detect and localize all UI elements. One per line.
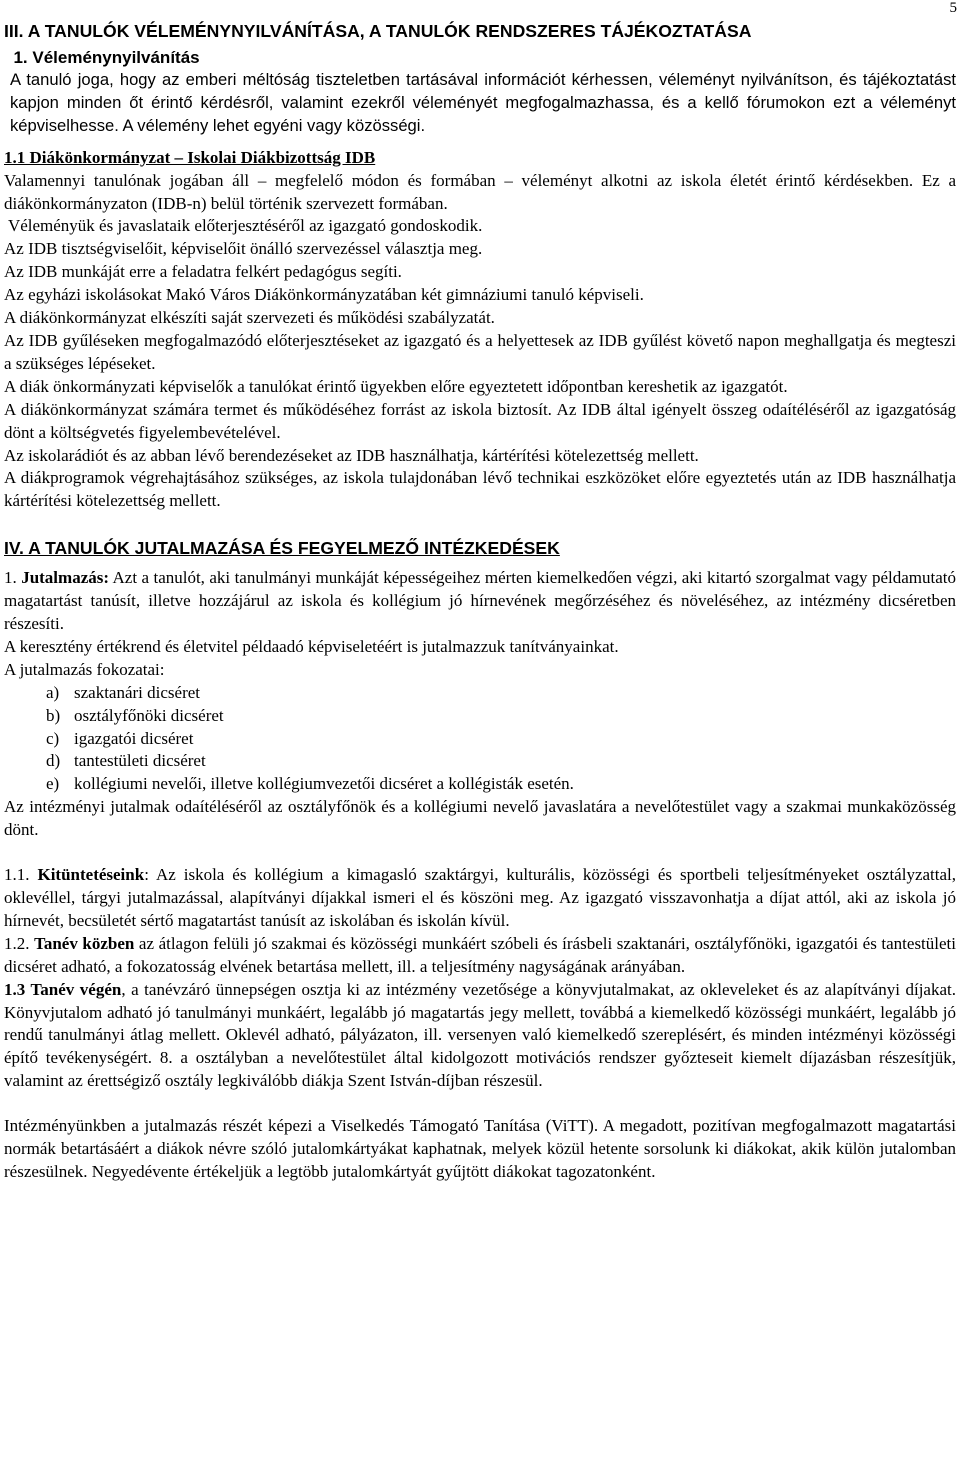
vitt-paragraph: Intézményünkben a jutalmazás részét képezi a Viselkedés Támogató Tanítása (ViTT). A megadott, pozitívan megfogalmazott magatartási normák betartásáért a diákok névre szóló jutalomkártyákat kaphatnak, melyek közül hetente sorsolunk ki diákokat, akik külön jutalomban részesülnek. Negyedévente értékeljük a legtöbb jutalomkártyát gyűjtött diákokat tagozatonként. [4,1116,956,1181]
reward-text: Azt a tanulót, aki tanulmányi munkáját képességeihez mérten kiemelkedően végzi, aki kitartó szorgalmat vagy példamutató magatartást tanúsít, illetve hozzájárul az iskola és kollégium jó hírnevének megőrzéséhez és növeléséhez, az intézmény dicséretben részesíti. [4,568,956,634]
reward-levels-list [4,682,956,797]
idb-paragraph: Az iskolarádiót és az abban lévő berendezéseket az IDB használhatja, kártérítési kötelezettség mellett. [4,445,699,465]
idb-paragraph: A diákprogramok végrehajtásához szükséges, az iskola tulajdonában lévő technikai eszközöket előre egyeztetés után az IDB használhatja kártérítési kötelezettség mellett. [4,468,956,511]
idb-heading [4,147,956,170]
list-marker: c) [46,728,60,748]
during-year-text: az átlagon felüli jó szakmai és közösségi munkáért szóbeli és írásbeli szaktanári, osztályfőnöki, igazgatói és tantestületi dicséret adható, a fokozatosság elvének betartása mellett, ill. a teljesítmény nagyságának arányában. [4,933,956,976]
list-item-text: tantestületi dicséret [74,751,206,771]
honors-text: : Az iskola és kollégium a kimagasló szaktárgyi, kulturális, közösségi és sportbeli teljesítményeket osztályzattal, oklevéllel, tárgyi jutalmazással, alapítványi díjakkal ismeri el és köszöni meg. Az igazgató visszavonhatja a díjat attól, aki az iskola jó hírnevét, becsületét sértő magatartást tanúsít az iskolában és iskolán kívül. [4,865,956,930]
honors-paragraph [4,864,956,933]
list-item [46,750,956,773]
list-item-text: igazgatói dicséret [74,728,194,748]
reward-number: 1. [4,568,22,588]
year-end-paragraph [4,979,956,1094]
page-number: 5 [949,0,957,16]
list-item [46,705,956,728]
during-year-label: Tanév közben [34,933,135,953]
levels-intro: A jutalmazás fokozatai: [4,659,165,679]
idb-paragraph: A diákönkormányzat számára termet és működéséhez forrást az iskola biztosít. Az IDB által igényelt összeg odaítéléséről az igazgatóság dönt a költségvetés figyelembevételével. [4,399,956,442]
values-paragraph: A keresztény értékrend és életvitel példaadó képviseletéért is jutalmazzuk tanítványainkat. [4,636,619,656]
section-4-title: IV. A TANULÓK JUTALMAZÁSA ÉS FEGYELMEZŐ INTÉZKEDÉSEK [4,538,560,559]
idb-paragraph: Az IDB tisztségviselőit, képviselőit önálló szervezéssel választja meg. [4,239,483,259]
honors-number: 1.1. [4,865,38,885]
list-marker: e) [46,774,60,794]
list-item [46,728,956,751]
idb-paragraph: Az IDB gyűléseken megfogalmazódó előterjesztéseket az igazgató és a helyettesek az IDB gyűlést követő napon meghallgatja és megteszi a szükséges lépéseket. [4,330,956,373]
reward-label: Jutalmazás: [21,568,110,588]
idb-paragraphs [4,170,956,514]
idb-paragraph: A diák önkormányzati képviselők a tanulókat érintő ügyekben előre egyeztetett időpontban kereshetik az igazgatót. [4,376,788,396]
list-item [46,682,956,705]
list-item-text: szaktanári dicséret [74,682,201,702]
idb-paragraph: Véleményük és javaslataik előterjesztéséről az igazgató gondoskodik. [4,216,483,236]
during-year-number: 1.2. [4,933,35,953]
year-end-text: , a tanévzáró ünnepségen osztja ki az intézmény vezetősége a könyvjutalmakat, az okleveleket és az alapítványi díjakat. Könyvjutalom adható jó tanulmányi munkáért, legalább jó magatartás jegy mellett, továbbá a kiemelkedő közösségi munkáért, legalább jó rendű tanulmányi átlag mellett. Oklevél adható, pályázaton, ill. versenyen való kiemelkedő szereplésért, és minden intézményi közösségi építő tevékenységért. 8. a osztályban a nevelőtestület által kidolgozott motivációs rendszer győzteseit kiemelt díjazásban részesítjük, valamint az érettségiző osztály legkiválóbb diákja Szent István-díjban részesül. [4,979,956,1091]
idb-paragraph: Az egyházi iskolásokat Makó Város Diákönkormányzatában két gimnáziumi tanuló képviseli. [4,285,644,305]
year-end-label: 1.3 Tanév végén [4,979,122,999]
idb-paragraph: Az IDB munkáját erre a feladatra felkért pedagógus segíti. [4,262,402,282]
list-marker: a) [46,682,60,702]
subsection-opinion-title-text: 1. Véleménynyilvánítás [13,48,200,67]
section-3-title: III. A TANULÓK VÉLEMÉNYNYILVÁNÍTÁSA, A TANULÓK RENDSZERES TÁJÉKOZTATÁSA [4,21,752,41]
reward-paragraph [4,567,956,636]
idb-heading-text: 1.1 Diákönkormányzat – Iskolai Diákbizottság IDB [4,147,376,167]
honors-label: Kitüntetéseink [37,865,145,885]
list-marker: d) [46,751,61,771]
list-item-text: kollégiumi nevelői, illetve kollégiumvezetői dicséret a kollégisták esetén. [74,774,574,794]
list-marker: b) [46,705,61,725]
subsection-opinion-title [4,46,956,69]
idb-paragraph: A diákönkormányzat elkészíti saját szervezeti és működési szabályzatát. [4,308,495,328]
list-item-text: osztályfőnöki dicséret [74,705,224,725]
institutional-rewards-paragraph: Az intézményi jutalmak odaítéléséről az osztályfőnök és a kollégiumi nevelő javaslatára a nevelőtestület vagy a szakmai munkaközösség dönt. [4,797,956,840]
document-page [4,20,956,1184]
list-item [46,773,956,796]
during-year-paragraph [4,933,956,979]
idb-paragraph: Valamennyi tanulónak jogában áll – megfelelő módon és formában – véleményt alkotni az iskola életét érintő kérdésekben. Ez a diákönkormányzaton (IDB-n) belül történik szervezett formában. [4,170,956,213]
opinion-intro-paragraph: A tanuló joga, hogy az emberi méltóság tiszteletben tartásával információt kérhessen, véleményt nyilvánítson, és tájékoztatást kapjon minden őt érintő kérdésről, valamint ezekről véleményét megfogalmazhassa, és a kellő fórumokon ezt a véleményt képviselhesse. A vélemény lehet egyéni vagy közösségi. [10,70,956,135]
